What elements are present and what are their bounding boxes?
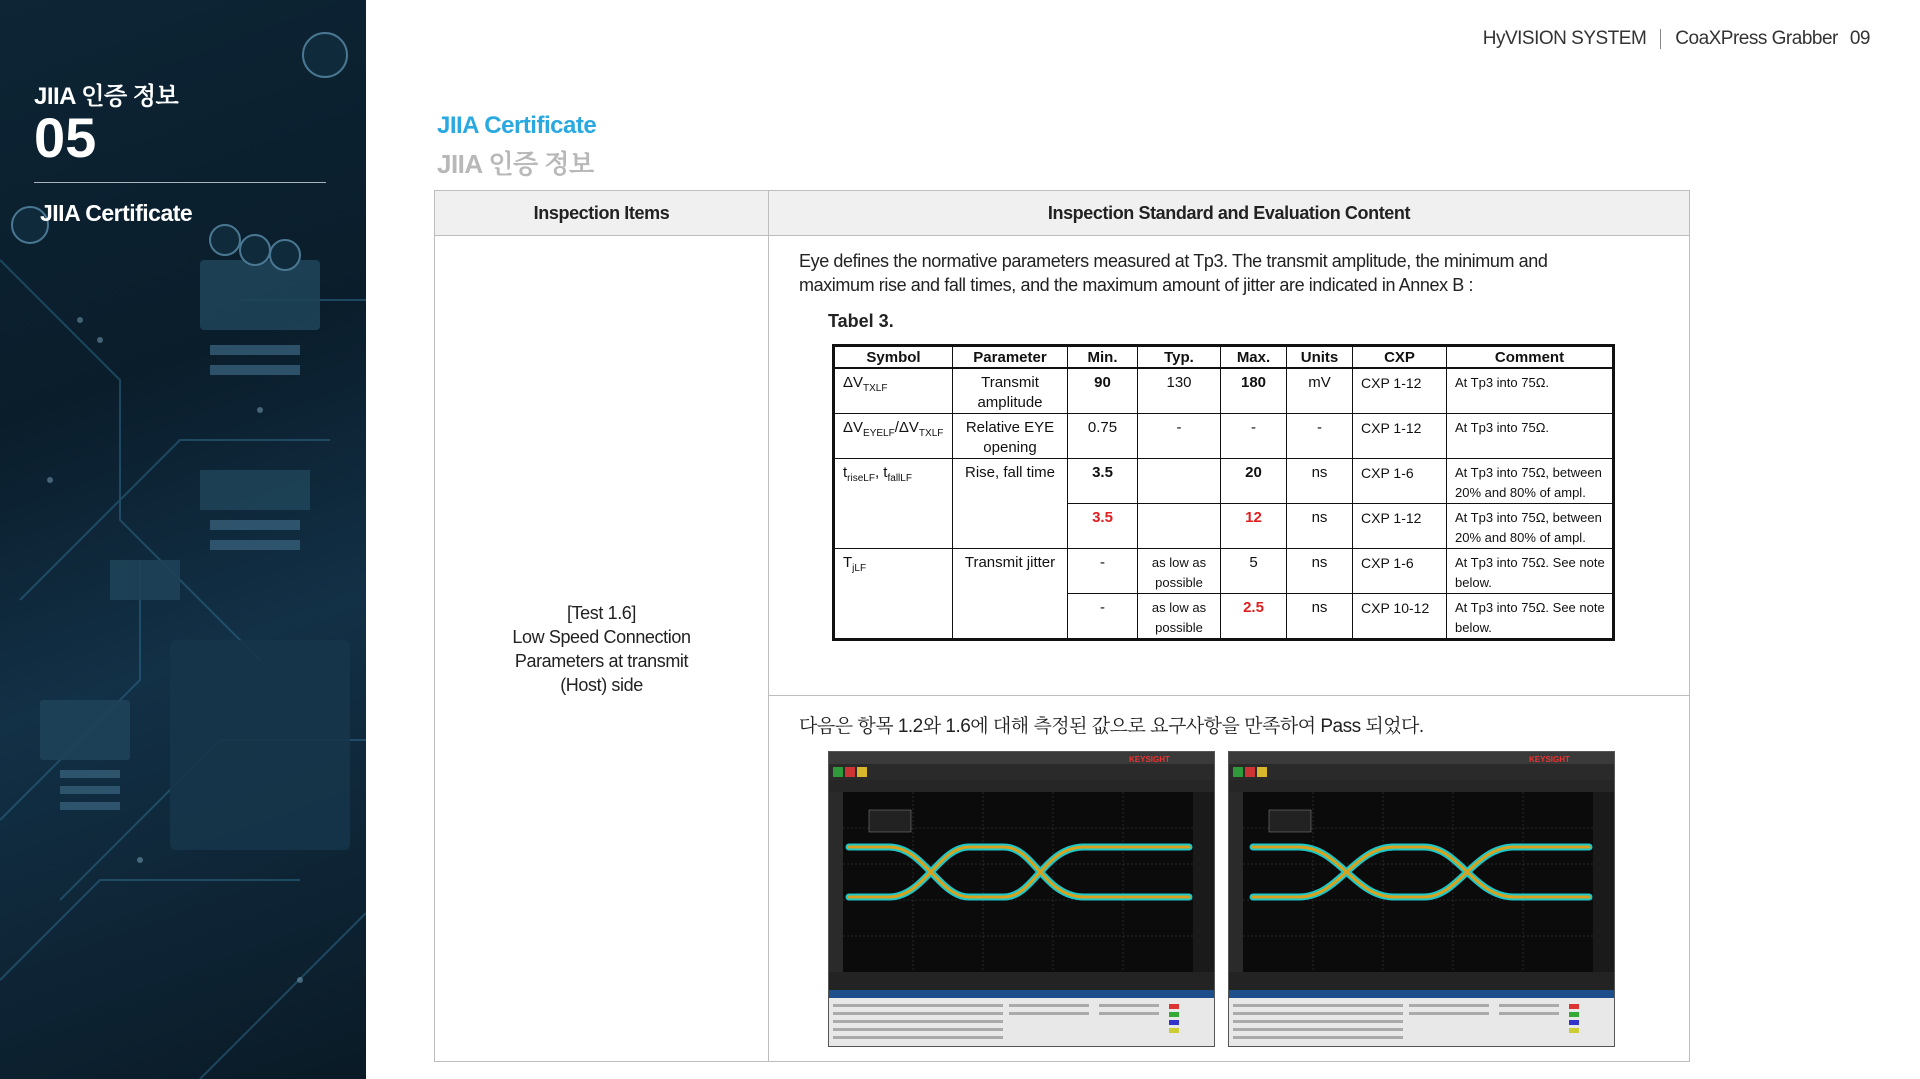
comment-cell: At Tp3 into 75Ω. [1447, 414, 1614, 459]
max-cell: - [1221, 414, 1287, 459]
product-name: CoaXPress Grabber [1675, 28, 1838, 49]
cxp-cell: CXP 1-12 [1353, 504, 1447, 549]
comment-cell: At Tp3 into 75Ω, between 20% and 80% of ampl. [1447, 459, 1614, 504]
max-cell-highlight: 2.5 [1221, 594, 1287, 640]
units-cell: ns [1287, 549, 1353, 594]
parameter-cell: Transmit amplitude [953, 368, 1068, 414]
oscilloscope-screenshot-2 [1228, 751, 1615, 1047]
sidebar-divider [34, 182, 326, 183]
tabel-label: Tabel 3. [828, 311, 894, 331]
comment-cell: At Tp3 into 75Ω. See note below. [1447, 549, 1614, 594]
units-cell: ns [1287, 504, 1353, 549]
symbol-cell: $\Delta V_{TXLF}$ [834, 368, 953, 414]
spec-header-min: Min. [1068, 346, 1138, 369]
min-cell: - [1068, 549, 1138, 594]
spec-header-row [834, 346, 1614, 369]
spec-header-comment: Comment [1447, 346, 1614, 369]
spec-header-symbol: Symbol [834, 346, 953, 369]
table-row [834, 368, 1614, 414]
comment-cell: At Tp3 into 75Ω, between 20% and 80% of ampl. [1447, 504, 1614, 549]
eye-diagram-image [1229, 752, 1615, 1047]
oscilloscope-screenshot-1 [828, 751, 1215, 1047]
units-cell: - [1287, 414, 1353, 459]
table-header-row [435, 191, 1689, 236]
parameter-cell: Transmit jitter [953, 549, 1068, 640]
item-line-2: Low Speed Connection [512, 627, 691, 647]
page-number: 09 [1849, 28, 1870, 49]
item-line-3: Parameters at transmit [514, 651, 689, 671]
header-divider [1660, 29, 1661, 49]
section-title-ko: JIIA 인증 정보 [437, 149, 594, 179]
parameter-cell: Rise, fall time [953, 459, 1068, 549]
typ-cell [1138, 459, 1221, 504]
scope-brand-label: KEYSIGHT [1129, 755, 1170, 764]
brand-name: HyVISION SYSTEM [1482, 28, 1647, 49]
cxp-cell: CXP 1-12 [1353, 414, 1447, 459]
cxp-cell: CXP 10-12 [1353, 594, 1447, 640]
table-row [834, 459, 1614, 504]
result-statement: 다음은 항목 1.2와 1.6에 대해 측정된 값으로 요구사항을 만족하여 Pass 되었다. [799, 716, 1424, 737]
min-cell: 0.75 [1068, 414, 1138, 459]
row-divider [768, 695, 1690, 696]
units-cell: mV [1287, 368, 1353, 414]
spec-header-units: Units [1287, 346, 1353, 369]
units-cell: ns [1287, 594, 1353, 640]
typ-cell [1138, 504, 1221, 549]
intro-paragraph: Eye defines the normative parameters measured at Tp3. The transmit amplitude, the minimum and maximum rise and fall times, and the maximum amount of jitter are indicated in Annex B : [799, 251, 1548, 295]
cxp-cell: CXP 1-12 [1353, 368, 1447, 414]
table-row [834, 414, 1614, 459]
column-divider [768, 191, 769, 1061]
spec-header-cxp: CXP [1353, 346, 1447, 369]
spec-header-typ: Typ. [1138, 346, 1221, 369]
comment-cell: At Tp3 into 75Ω. See note below. [1447, 594, 1614, 640]
symbol-cell: $t_{riseLF}$, $t_{fallLF}$ [834, 459, 953, 549]
section-title-en: JIIA Certificate [437, 112, 597, 139]
header-inspection-items: Inspection Items [533, 203, 670, 223]
typ-cell: as low as possible [1138, 594, 1221, 640]
cxp-cell: CXP 1-6 [1353, 459, 1447, 504]
section-number: 05 [34, 106, 97, 169]
typ-cell: 130 [1138, 368, 1221, 414]
units-cell: ns [1287, 459, 1353, 504]
header-inspection-content: Inspection Standard and Evaluation Content [1047, 203, 1411, 223]
symbol-cell: $T_{jLF}$ [834, 549, 953, 640]
min-cell-highlight: 3.5 [1068, 504, 1138, 549]
max-cell-highlight: 12 [1221, 504, 1287, 549]
comment-cell: At Tp3 into 75Ω. [1447, 368, 1614, 414]
max-cell: 20 [1221, 459, 1287, 504]
max-cell: 5 [1221, 549, 1287, 594]
scope-brand-label: KEYSIGHT [1529, 755, 1570, 764]
min-cell: 3.5 [1068, 459, 1138, 504]
inspection-table [434, 190, 1690, 1062]
max-cell: 180 [1221, 368, 1287, 414]
sidebar-subtitle: JIIA 인증 정보 [34, 83, 179, 110]
table-row [834, 549, 1614, 594]
typ-cell: - [1138, 414, 1221, 459]
item-line-4: (Host) side [560, 675, 643, 695]
spec-header-max: Max. [1221, 346, 1287, 369]
sidebar-title: JIIA Certificate [40, 200, 193, 226]
min-cell: - [1068, 594, 1138, 640]
typ-cell: as low as possible [1138, 549, 1221, 594]
min-cell: 90 [1068, 368, 1138, 414]
spec-header-parameter: Parameter [953, 346, 1068, 369]
eye-diagram-image [829, 752, 1215, 1047]
spec-table [832, 344, 1615, 641]
parameter-cell: Relative EYE opening [953, 414, 1068, 459]
sidebar [0, 0, 366, 1079]
page-header [1483, 28, 1870, 50]
item-test-id: [Test 1.6] [566, 603, 637, 623]
inspection-item-cell [435, 601, 768, 697]
symbol-cell: $\Delta V_{EYELF}/\Delta V_{TXLF}$ [834, 414, 953, 459]
cxp-cell: CXP 1-6 [1353, 549, 1447, 594]
